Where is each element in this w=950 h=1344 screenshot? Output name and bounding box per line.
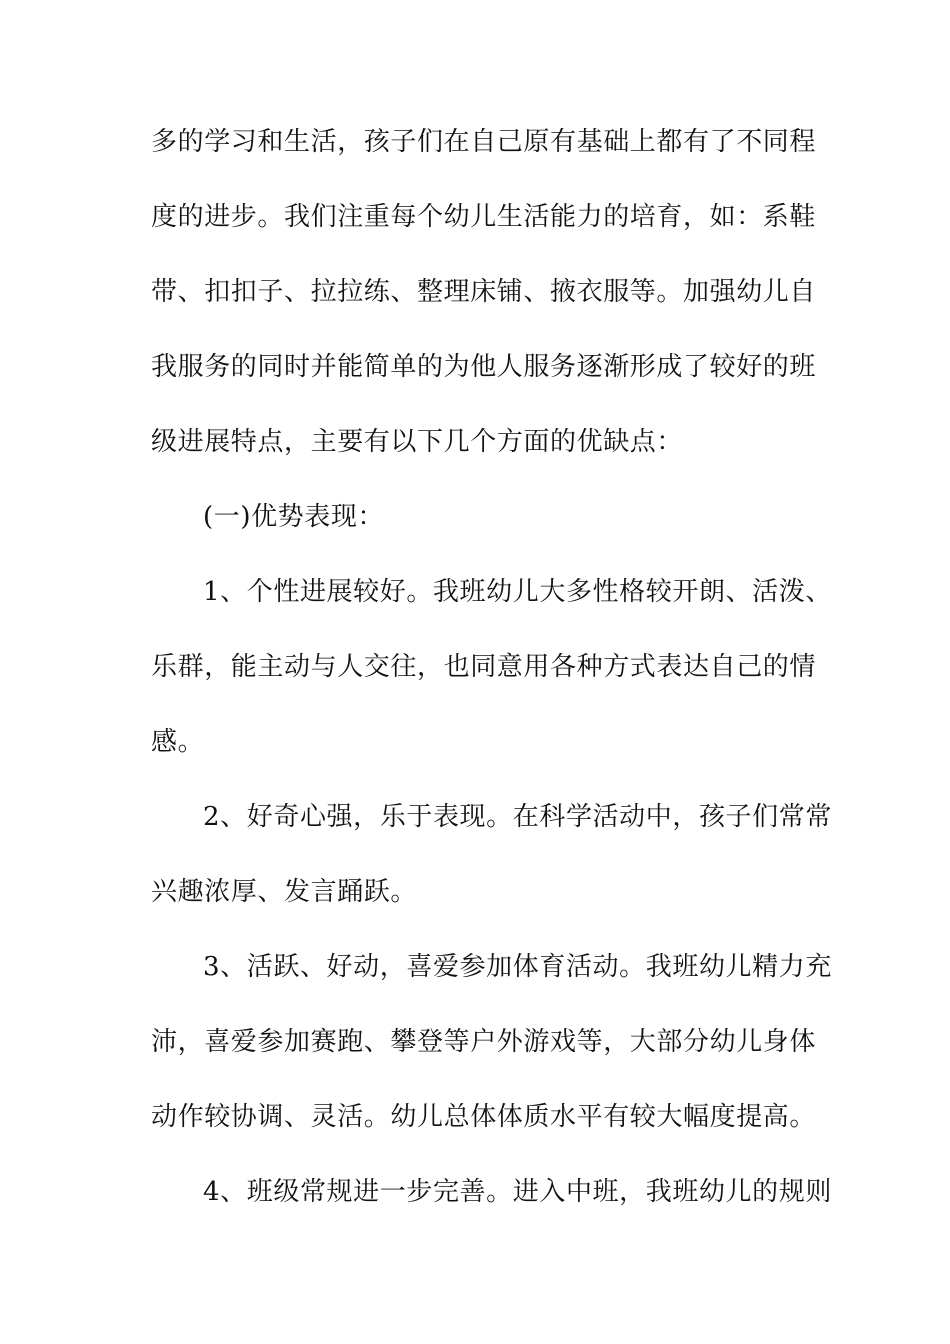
item-1-line-2: 乐群，能主动与人交往，也同意用各种方式表达自己的情 <box>151 652 817 682</box>
text-line-4: 我服务的同时并能简单的为他人服务逐渐形成了较好的班 <box>151 352 817 382</box>
item-3-line-2: 沛，喜爱参加赛跑、攀登等户外游戏等，大部分幼儿身体 <box>151 1027 817 1057</box>
text-line-3: 带、扣扣子、拉拉练、整理床铺、掖衣服等。加强幼儿自 <box>151 277 817 307</box>
item-1-line-3: 感。 <box>151 727 205 757</box>
item-3-line-1: 3、活跃、好动，喜爱参加体育活动。我班幼儿精力充 <box>203 952 832 982</box>
item-4-line-1: 4、班级常规进一步完善。进入中班，我班幼儿的规则 <box>203 1177 832 1207</box>
section-heading: (一)优势表现： <box>203 502 385 532</box>
item-3-line-3: 动作较协调、灵活。幼儿总体体质水平有较大幅度提高。 <box>151 1102 817 1132</box>
text-line-2: 度的进步。我们注重每个幼儿生活能力的培育，如：系鞋 <box>151 202 817 232</box>
item-2-line-2: 兴趣浓厚、发言踊跃。 <box>151 877 418 907</box>
item-1-line-1: 1、个性进展较好。我班幼儿大多性格较开朗、活泼、 <box>203 577 832 607</box>
text-line-5: 级进展特点，主要有以下几个方面的优缺点： <box>151 427 684 457</box>
text-line-1: 多的学习和生活，孩子们在自己原有基础上都有了不同程 <box>151 127 817 157</box>
item-2-line-1: 2、好奇心强，乐于表现。在科学活动中，孩子们常常 <box>203 802 832 832</box>
